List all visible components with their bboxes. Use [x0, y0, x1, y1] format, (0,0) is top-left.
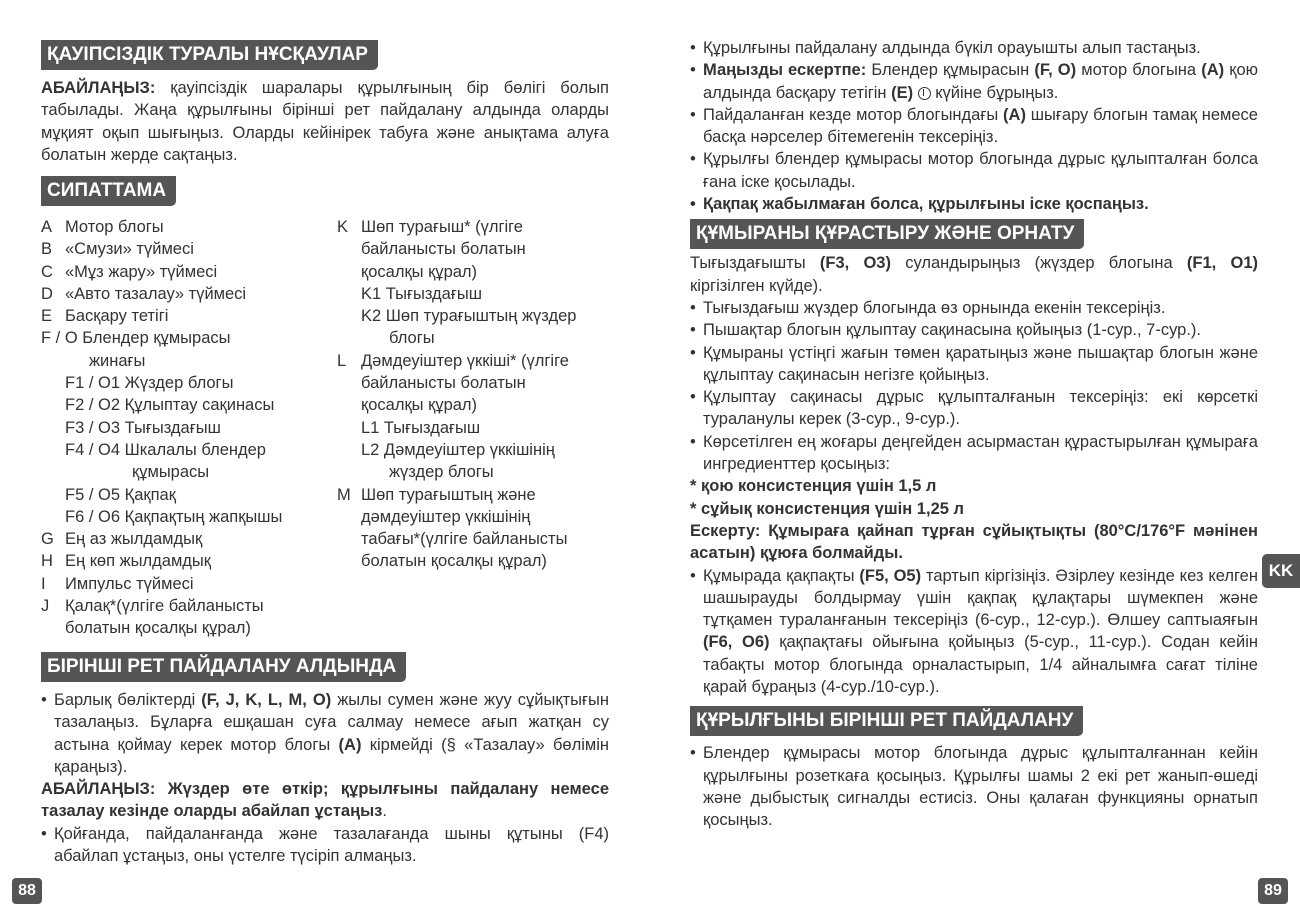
assembly-intro: Тығыздағышты (F3, O3) суландырыңыз (жүздер блогына (F1, O1) кіргізілген күйде).	[690, 254, 1258, 295]
list-item: • Маңызды ескертпе: Блендер құмырасын (F, O) мотор блогына (A) қою алдында басқару тетігін (E) күйіне бұрыңыз.	[690, 59, 1258, 104]
list-item: • Көрсетілген ең жоғары деңгейден асырмастан құрастырылған құмыраға ингредиенттер қосыңыз:	[690, 431, 1258, 476]
list-subitem: F2 / O2 Құлыптау сақинасы	[65, 396, 275, 415]
list-item-cont: қосалқы құрал)	[361, 262, 478, 281]
list-subitem-cont: жүздер блогы	[389, 463, 494, 482]
list-item: L Дәмдеуіштер үккіші* (үлгіге	[337, 351, 569, 370]
list-item: A Мотор блогы	[41, 218, 164, 236]
list-item: • Тығыздағыш жүздер блогында өз орнында екенін тексеріңіз.	[690, 297, 1258, 319]
blade-warning: АБАЙЛАҢЫЗ: Жүздер өте өткір; құрылғыны пайдалану немесе тазалау кезінде оларды абайлап ұстаңыз.	[41, 780, 609, 821]
thick-volume: * қою консистенция үшін 1,5 л	[690, 477, 937, 496]
safety-warn-text: қауіпсіздік шаралары құрылғының бір бөлігі болып табылады. Жаңа құрылғыны бірінші рет пайдалану алдында оларды мұқият оқып шығыңыз. Оларды кейінірек табуға және анықтама алуға болатын жерде сақтаңыз.	[41, 79, 609, 164]
list-item: • Пайдаланған кезде мотор блогындағы (A) шығару блогын тамақ немесе басқа нәрселер бітемегенін тексеріңіз.	[690, 104, 1258, 149]
left-page	[41, 40, 609, 206]
list-item: • Құмырада қақпақты (F5, O5) тартып кіргізіңіз. Әзірлеу кезінде кез келген шашырауды болдырмау үшін қақпақ құлақтары шүмекпен және тұтқамен тураланғанын тексеріңіз (6-сур., 12-сур.). Өлшеу саптыаяғын (F6, O6) қақпақтағы ойығына қойыңыз (5-сур., 11-сур.). Содан кейін табақты мотор блогында орналастырып, 1/4 айналымға сағат тіліне қарай бұраңыз (4-сур./10-сур.).	[690, 565, 1258, 699]
list-item: F / O Блендер құмырасы	[41, 329, 231, 348]
list-item-cont: болатын қосалқы құрал)	[65, 619, 251, 638]
right-page	[690, 37, 1258, 832]
page-number-right: 89	[1258, 878, 1288, 904]
list-item-cont: байланысты болатын	[361, 240, 526, 259]
list-item-cont: жинағы	[89, 351, 146, 370]
first-use-heading: ҚҰРЫЛҒЫНЫ БІРІНШІ РЕТ ПАЙДАЛАНУ	[690, 706, 1083, 736]
list-item: • Пышақтар блогын құлыптау сақинасына қойыңыз (1-сур., 7-сур.).	[690, 319, 1258, 341]
list-subitem: K1 Тығыздағыш	[361, 284, 482, 303]
list-item: B «Смузи» түймесі	[41, 240, 194, 259]
list-item-cont: дәмдеуіштер үккішінің	[361, 507, 531, 526]
list-subitem: F1 / O1 Жүздер блогы	[65, 374, 234, 393]
list-item: M Шөп турағыштың және	[337, 485, 536, 504]
list-item: • Блендер құмырасы мотор блогында дұрыс құлыпталғаннан кейін құрылғыны розеткаға қосыңыз. Құрылғы шамы 2 екі рет жанып-өшеді және дыбыстық сигналды естисіз. Оны қалаған функцияны орнатып қосыңыз.	[690, 742, 1258, 831]
list-subitem: L2 Дәмдеуіштер үккішінің	[361, 440, 555, 459]
list-item: I Импульс түймесі	[41, 574, 194, 593]
list-subitem: L1 Тығыздағыш	[361, 418, 481, 437]
before-first-use-heading: БІРІНШІ РЕТ ПАЙДАЛАНУ АЛДЫНДА	[41, 652, 406, 682]
list-item: H Ең көп жылдамдық	[41, 552, 211, 571]
intro-list	[690, 37, 1258, 215]
list-subitem-cont: құмырасы	[132, 463, 210, 482]
list-subitem: K2 Шөп турағыштың жүздер	[361, 307, 577, 326]
list-item: • Құлыптау сақинасы дұрыс құлыпталғанын тексеріңіз: екі көрсеткі тураланулы керек (3-сур., 9-сур.).	[690, 386, 1258, 431]
description-list-right	[337, 216, 612, 573]
hot-liquid-warning: Ескерту: Құмыраға қайнап тұрған сұйықтықты (80°C/176°F мәнінен асатын) құюға болмайды.	[690, 521, 1258, 563]
safety-heading: ҚАУІПСІЗДІК ТУРАЛЫ НҰСҚАУЛАР	[41, 40, 378, 70]
list-item-cont: қосалқы құрал)	[361, 396, 478, 415]
language-tab: KK	[1262, 554, 1300, 588]
description-heading: СИПАТТАМА	[41, 176, 176, 206]
list-item: D «Авто тазалау» түймесі	[41, 284, 247, 303]
safety-paragraph	[41, 77, 609, 166]
safety-warn-label: АБАЙЛАҢЫЗ:	[41, 79, 156, 97]
before-first-use-section	[41, 652, 609, 867]
list-item: • Құрылғы блендер құмырасы мотор блогында дұрыс құлыпталған болса ғана іске қосылады.	[690, 148, 1258, 193]
list-item: G Ең аз жылдамдық	[41, 530, 203, 549]
assembly-heading: ҚҰМЫРАНЫ ҚҰРАСТЫРУ ЖӘНЕ ОРНАТУ	[690, 219, 1084, 249]
list-item-cont: байланысты болатын	[361, 374, 526, 393]
list-item: • Құмыраны үстіңгі жағын төмен қаратыңыз және пышақтар блогын және құлыптау сақинасын негізге қойыңыз.	[690, 342, 1258, 387]
list-subitem-cont: блогы	[389, 329, 435, 348]
list-item-cont: болатын қосалқы құрал)	[361, 552, 547, 571]
list-item: E Басқару тетігі	[41, 307, 169, 326]
list-item: K Шөп турағыш* (үлгіге	[337, 218, 523, 236]
list-subitem: F5 / O5 Қақпақ	[65, 485, 176, 504]
list-subitem: F6 / O6 Қақпақтың жапқышы	[65, 507, 283, 526]
list-item: J Қалақ*(үлгіге байланысты	[41, 597, 264, 616]
list-item: • Барлық бөліктерді (F, J, K, L, M, O) жылы сумен және жуу сұйықтығын тазалаңыз. Бұларға ешқашан суға салмау немесе ағып жатқан су астына қоймау керек мотор блогы (A) кірмейді (§ «Тазалау» бөлімін қараңыз).	[41, 689, 609, 778]
list-item-cont: табағы*(үлгіге байланысты	[361, 530, 568, 549]
page-number-left: 88	[12, 878, 42, 904]
description-list-left	[41, 216, 331, 640]
list-item: • Қойғанда, пайдаланғанда және тазалағанда шыны құтыны (F4) абайлап ұстаңыз, оны үстелге түсіріп алмаңыз.	[41, 823, 609, 868]
list-item: • Қақпақ жабылмаған болса, құрылғыны іске қоспаңыз.	[690, 193, 1258, 215]
list-subitem: F4 / O4 Шкалалы блендер	[65, 440, 266, 459]
thin-volume: * сұйық консистенция үшін 1,25 л	[690, 499, 964, 518]
power-off-icon	[918, 87, 931, 100]
list-item: C «Мұз жару» түймесі	[41, 262, 218, 281]
list-item: • Құрылғыны пайдалану алдында бүкіл орауышты алып тастаңыз.	[690, 37, 1258, 59]
list-subitem: F3 / O3 Тығыздағыш	[65, 418, 221, 437]
